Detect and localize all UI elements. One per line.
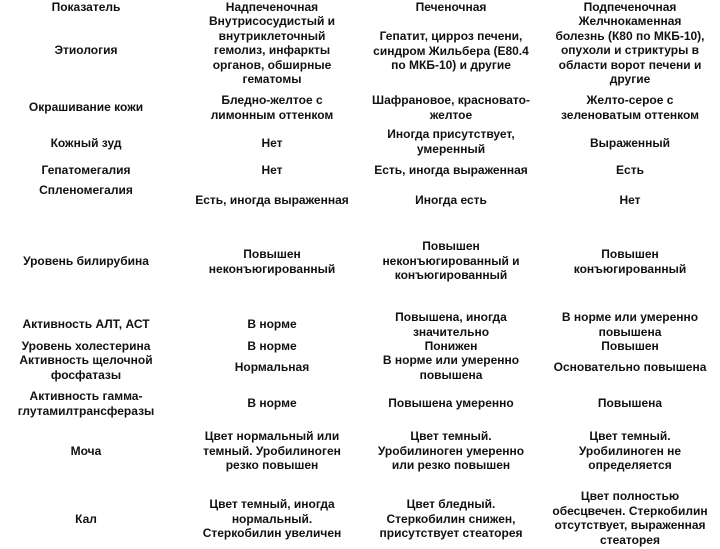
cell-line: Бледно-желтое с (221, 93, 323, 107)
cell-line: Гепатит, цирроз печени, (379, 29, 523, 43)
cell-line: или резко повышен (391, 458, 511, 472)
cell-line: Цвет темный. (589, 429, 671, 443)
cell-line: В норме или умеренно (561, 310, 699, 324)
cell-line: Окрашивание кожи (28, 99, 144, 114)
cell-hepatomegaly-prehepatic (176, 163, 368, 179)
cell-line: Печеночная (415, 0, 487, 14)
cell-etiology-hepatic (360, 29, 542, 75)
cell-line: Подпеченочная (583, 0, 677, 14)
cell-line: Нет (619, 193, 641, 207)
row-label-bilirubin (0, 254, 172, 270)
cell-line: по МКБ-10) и другие (391, 58, 511, 72)
cell-line: В норме (247, 396, 297, 410)
cell-line: Уровень билирубина (23, 254, 149, 268)
cell-urine-hepatic (360, 429, 542, 475)
cell-line: Внутрисосудистый и (208, 14, 336, 28)
cell-line: лимонным оттенком (210, 107, 334, 122)
cell-line: Уровень холестерина (21, 339, 151, 353)
cell-line: Уробилиноген не (578, 443, 682, 458)
cell-line: гемолиз, инфаркты (213, 43, 331, 57)
cell-line: Активность щелочной (19, 353, 153, 367)
cell-line: Цвет нормальный или (204, 429, 340, 443)
cell-line: повышена (598, 324, 662, 339)
cell-line: определяется (588, 458, 672, 472)
cell-bilirubin-posthepatic (540, 247, 720, 277)
cell-stool-posthepatic (540, 489, 720, 549)
cell-etiology-prehepatic (176, 14, 368, 88)
cell-line: органов, обширные (212, 57, 332, 72)
cell-line: умеренный (416, 141, 486, 156)
cell-alt-prehepatic (176, 317, 368, 333)
cell-line: болезнь (К80 по МКБ-10), (555, 28, 705, 43)
cell-skin-prehepatic (176, 93, 368, 123)
row-label-urine (0, 444, 172, 460)
cell-line: Есть, иногда выраженная (374, 163, 528, 177)
cell-hepatomegaly-hepatic (360, 163, 542, 179)
cell-line: Выраженный (589, 135, 671, 150)
cell-line: Гепатомегалия (41, 163, 131, 177)
cell-line: Нормальная (234, 360, 310, 374)
cell-stool-prehepatic (176, 497, 368, 543)
cell-line: Есть (616, 163, 644, 177)
cell-bilirubin-hepatic (360, 239, 542, 285)
row-label-splenomegaly (0, 183, 172, 199)
header-hepatic (360, 0, 542, 16)
cell-line: Повышен (243, 247, 301, 261)
cell-line: глутамилтрансферазы (17, 403, 155, 418)
cell-alt-posthepatic (540, 310, 720, 340)
cell-line: стеаторея (600, 532, 660, 547)
cell-line: Желто-серое с (586, 93, 674, 107)
row-label-ggt (0, 389, 172, 419)
cell-skin-posthepatic (540, 93, 720, 123)
cell-line: обесцвечен. Стеркобилин (552, 503, 708, 518)
cell-pruritus-hepatic (360, 127, 542, 157)
cell-line: Уробилиноген умеренно (377, 443, 525, 458)
cell-bilirubin-prehepatic (176, 247, 368, 277)
cell-line: конъюгированный (394, 268, 508, 282)
cell-line: неконъюгированный и (382, 253, 520, 268)
cell-line: значительно (412, 324, 490, 339)
row-label-hepatomegaly (0, 163, 172, 179)
cell-line: Надпеченочная (225, 0, 319, 14)
cell-line: Повышен (601, 339, 659, 353)
row-label-alkaline-phosphatase (0, 353, 172, 383)
cell-stool-hepatic (360, 497, 542, 543)
cell-hepatomegaly-posthepatic (540, 163, 720, 179)
cell-line: Желчнокаменная (578, 14, 682, 28)
cell-line: Повышен (601, 247, 659, 261)
cell-line: другие (609, 72, 651, 86)
cell-line: Показатель (51, 0, 121, 14)
cell-line: Иногда присутствует, (387, 127, 515, 141)
cell-line: внутриклеточный (218, 28, 326, 43)
cell-urine-posthepatic (540, 429, 720, 475)
cell-line: Основательно повышена (553, 360, 707, 374)
cell-line: Повышена (597, 396, 663, 410)
cell-cholesterol-posthepatic (540, 339, 720, 355)
cell-line: Повышен (422, 239, 480, 253)
cell-line: Спленомегалия (39, 183, 133, 197)
cell-line: Цвет полностью (580, 489, 680, 503)
cell-pruritus-posthepatic (540, 128, 720, 158)
cell-line: конъюгированный (573, 261, 687, 276)
row-label-alt-ast (0, 317, 172, 333)
cell-line: темный. Уробилиноген (203, 443, 341, 458)
cell-line: Стеркобилин снижен, (386, 511, 516, 526)
row-label-etiology (0, 14, 172, 86)
cell-line: Понижен (424, 339, 478, 353)
cell-pruritus-prehepatic (176, 128, 368, 158)
cell-line: резко повышен (225, 458, 319, 472)
cell-line: зеленоватым оттенком (560, 107, 700, 122)
cell-line: желтое (429, 107, 473, 122)
cell-line: В норме (247, 317, 297, 331)
cell-alt-hepatic (360, 310, 542, 340)
cell-line: фосфатазы (50, 367, 122, 382)
cell-line: гематомы (242, 72, 302, 86)
cell-line: Цвет бледный. (406, 497, 496, 511)
cell-line: неконъюгированный (208, 261, 336, 276)
cell-line: присутствует стеаторея (379, 526, 523, 540)
cell-line: Нет (261, 163, 283, 177)
row-label-pruritus (0, 128, 172, 158)
cell-alp-prehepatic (176, 360, 368, 376)
cell-line: В норме (247, 339, 297, 353)
cell-line: Цвет темный. (410, 429, 492, 443)
cell-line: синдром Жильбера (Е80.4 (373, 43, 529, 58)
cell-etiology-posthepatic (540, 14, 720, 88)
cell-line: нормальный. (231, 511, 313, 526)
cell-ggt-prehepatic (176, 396, 368, 412)
cell-line: Кал (75, 512, 97, 526)
cell-line: Есть, иногда выраженная (195, 193, 349, 207)
cell-line: Моча (70, 444, 102, 458)
cell-line: Нет (261, 135, 283, 150)
cell-line: Активность гамма- (29, 389, 143, 403)
cell-line: Повышена умеренно (388, 396, 514, 410)
cell-line: Этиология (54, 42, 118, 57)
cell-splenomegaly-prehepatic (176, 193, 368, 209)
row-label-stool (0, 512, 172, 528)
cell-line: Активность АЛТ, АСТ (22, 317, 150, 331)
cell-alp-posthepatic (540, 360, 720, 376)
cell-urine-prehepatic (176, 429, 368, 475)
cell-ggt-posthepatic (540, 396, 720, 412)
cell-alp-hepatic (360, 353, 542, 383)
cell-skin-hepatic (360, 93, 542, 123)
row-label-skin-color (0, 93, 172, 121)
cell-line: Иногда есть (415, 193, 487, 207)
cell-ggt-hepatic (360, 396, 542, 412)
cell-line: В норме или умеренно (382, 353, 520, 367)
cell-line: области ворот печени и (558, 57, 702, 72)
cell-line: Цвет темный, иногда (209, 497, 335, 511)
cell-line: Шафрановое, красновато- (372, 93, 530, 107)
cell-line: Кожный зуд (50, 135, 122, 150)
cell-line: Повышена, иногда (395, 310, 507, 324)
cell-splenomegaly-posthepatic (540, 193, 720, 209)
cell-line: повышена (419, 367, 483, 382)
cell-line: Стеркобилин увеличен (202, 526, 342, 540)
cell-splenomegaly-hepatic (360, 193, 542, 209)
cell-line: отсутствует, выраженная (554, 518, 706, 532)
cell-line: опухоли и стриктуры в (560, 43, 700, 57)
cell-cholesterol-prehepatic (176, 339, 368, 355)
